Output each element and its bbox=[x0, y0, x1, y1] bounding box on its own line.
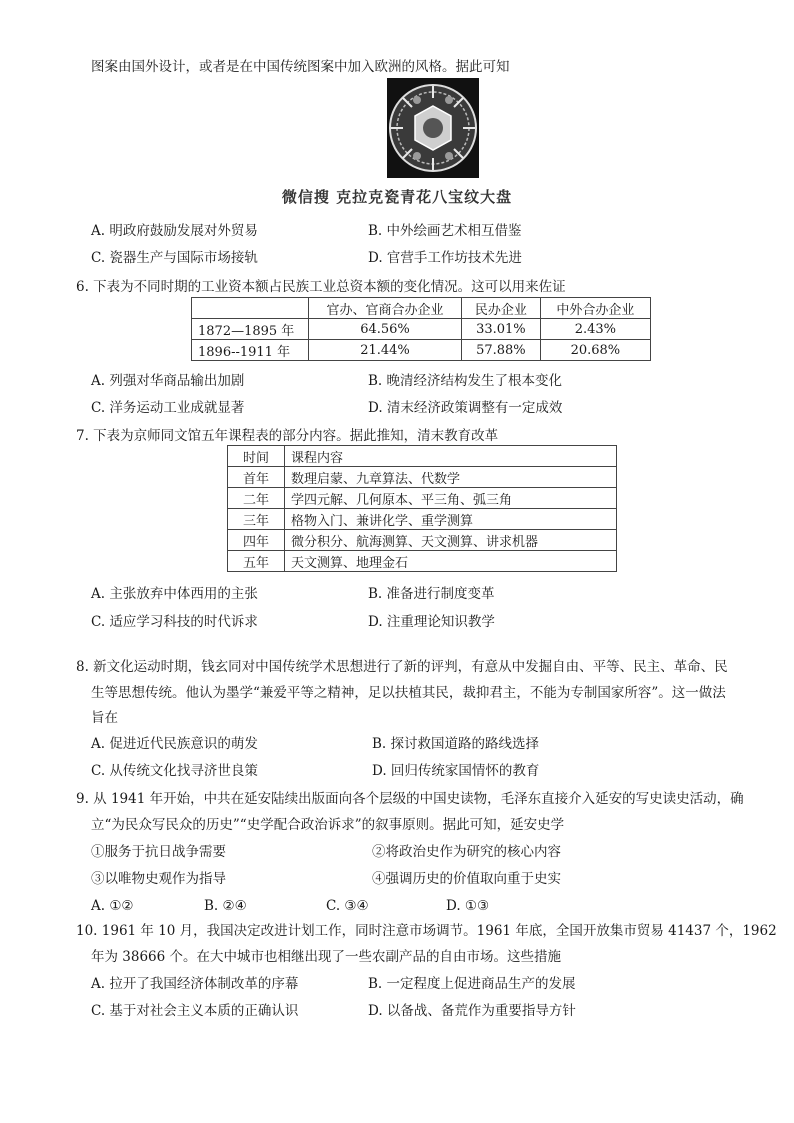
q6-option-a[interactable]: A. 列强对华商品输出加剧 bbox=[91, 373, 245, 389]
table-cell: 格物入门、兼讲化学、重学测算 bbox=[285, 509, 617, 530]
q8-stem-line-2: 生等思想传统。他认为墨学“兼爱平等之精神，足以扶植其民，裁抑君主，不能为专制国家所容”。这一做法 bbox=[91, 685, 726, 701]
q9-stem-line-2: 立“为民众写民众的历史”“史学配合政治诉求”的叙事原则。据此可知，延安史学 bbox=[91, 817, 565, 833]
table-header-cell: 民办企业 bbox=[462, 298, 541, 319]
q7-stem: 7. 下表为京师同文馆五年课程表的部分内容。据此推知，清末教育改革 bbox=[76, 428, 499, 444]
q9-item-4: ④强调历史的价值取向重于史实 bbox=[372, 871, 561, 887]
q6-table bbox=[191, 297, 651, 361]
table-cell: 首年 bbox=[228, 467, 285, 488]
q7-option-d[interactable]: D. 注重理论知识教学 bbox=[368, 614, 495, 630]
table-row bbox=[192, 298, 651, 319]
table-row bbox=[228, 488, 617, 509]
q5-option-c[interactable]: C. 瓷器生产与国际市场接轨 bbox=[91, 250, 258, 266]
q10-option-d[interactable]: D. 以备战、备荒作为重要指导方针 bbox=[368, 1003, 576, 1019]
table-cell: 三年 bbox=[228, 509, 285, 530]
table-cell: 2.43% bbox=[540, 319, 650, 340]
table-row bbox=[228, 509, 617, 530]
table-header-cell: 课程内容 bbox=[285, 446, 617, 467]
q6-stem: 6. 下表为不同时期的工业资本额占民族工业总资本额的变化情况。这可以用来佐证 bbox=[76, 279, 566, 295]
table-row bbox=[228, 530, 617, 551]
table-cell: 1872—1895 年 bbox=[192, 319, 309, 340]
q5-option-d[interactable]: D. 官营手工作坊技术先进 bbox=[368, 250, 522, 266]
q5-option-b[interactable]: B. 中外绘画艺术相互借鉴 bbox=[368, 223, 522, 239]
q10-option-c[interactable]: C. 基于对社会主义本质的正确认识 bbox=[91, 1003, 299, 1019]
q8-stem-line-1: 8. 新文化运动时期，钱玄同对中国传统学术思想进行了新的评判，有意从中发掘自由、平等、民主、革命、民 bbox=[76, 659, 728, 675]
table-header-cell bbox=[192, 298, 309, 319]
q9-option-c[interactable]: C. ③④ bbox=[326, 898, 369, 914]
q6-option-b[interactable]: B. 晚清经济结构发生了根本变化 bbox=[368, 373, 563, 389]
table-row bbox=[228, 551, 617, 572]
q6-option-c[interactable]: C. 洋务运动工业成就显著 bbox=[91, 400, 245, 416]
q9-option-b[interactable]: B. ②④ bbox=[204, 898, 247, 914]
q8-option-b[interactable]: B. 探讨救国道路的路线选择 bbox=[372, 736, 540, 752]
q10-option-a[interactable]: A. 拉开了我国经济体制改革的序幕 bbox=[91, 976, 299, 992]
table-cell: 1896--1911 年 bbox=[192, 340, 309, 361]
table-header-cell: 中外合办企业 bbox=[540, 298, 650, 319]
table-header-cell: 官办、官商合办企业 bbox=[309, 298, 462, 319]
q9-option-d[interactable]: D. ①③ bbox=[446, 898, 490, 914]
q9-stem-line-1: 9. 从 1941 年开始，中共在延安陆续出版面向各个层级的中国史读物，毛泽东直接介入延安的写史读史活动，确 bbox=[76, 791, 744, 807]
q10-stem-line-1: 10. 1961 年 10 月，我国决定改进计划工作，同时注意市场调节。1961 年底，全国开放集市贸易 41437 个，1962 bbox=[76, 923, 777, 939]
porcelain-plate-image bbox=[387, 78, 479, 178]
table-cell: 数理启蒙、九章算法、代数学 bbox=[285, 467, 617, 488]
q9-item-3: ③以唯物史观作为指导 bbox=[91, 871, 226, 887]
q9-item-2: ②将政治史作为研究的核心内容 bbox=[372, 844, 561, 860]
table-cell: 64.56% bbox=[309, 319, 462, 340]
table-row bbox=[228, 467, 617, 488]
q8-option-d[interactable]: D. 回归传统家国情怀的教育 bbox=[372, 763, 540, 779]
table-cell: 20.68% bbox=[540, 340, 650, 361]
table-cell: 二年 bbox=[228, 488, 285, 509]
table-row bbox=[228, 446, 617, 467]
table-cell: 33.01% bbox=[462, 319, 541, 340]
q8-option-a[interactable]: A. 促进近代民族意识的萌发 bbox=[91, 736, 258, 752]
table-cell: 21.44% bbox=[309, 340, 462, 361]
table-cell: 微分积分、航海测算、天文测算、讲求机器 bbox=[285, 530, 617, 551]
q8-stem-line-3: 旨在 bbox=[91, 710, 118, 726]
q7-option-b[interactable]: B. 准备进行制度变革 bbox=[368, 586, 495, 602]
table-cell: 天文测算、地理金石 bbox=[285, 551, 617, 572]
figure-caption: 微信搜 克拉克瓷青花八宝纹大盘 bbox=[281, 188, 513, 206]
q8-option-c[interactable]: C. 从传统文化找寻济世良策 bbox=[91, 763, 258, 779]
table-row bbox=[192, 340, 651, 361]
table-row bbox=[192, 319, 651, 340]
q9-option-a[interactable]: A. ①② bbox=[91, 898, 134, 914]
q6-option-d[interactable]: D. 清末经济政策调整有一定成效 bbox=[368, 400, 563, 416]
table-cell: 学四元解、几何原本、平三角、弧三角 bbox=[285, 488, 617, 509]
q5-option-a[interactable]: A. 明政府鼓励发展对外贸易 bbox=[91, 223, 258, 239]
q5-stem-tail: 图案由国外设计，或者是在中国传统图案中加入欧洲的风格。据此可知 bbox=[91, 59, 510, 75]
q10-stem-line-2: 年为 38666 个。在大中城市也相继出现了一些农副产品的自由市场。这些措施 bbox=[91, 949, 562, 965]
q9-item-1: ①服务于抗日战争需要 bbox=[91, 844, 226, 860]
table-cell: 四年 bbox=[228, 530, 285, 551]
q10-option-b[interactable]: B. 一定程度上促进商品生产的发展 bbox=[368, 976, 576, 992]
table-header-cell: 时间 bbox=[228, 446, 285, 467]
table-cell: 57.88% bbox=[462, 340, 541, 361]
q7-option-c[interactable]: C. 适应学习科技的时代诉求 bbox=[91, 614, 258, 630]
q7-option-a[interactable]: A. 主张放弃中体西用的主张 bbox=[91, 586, 258, 602]
q7-table bbox=[227, 445, 617, 572]
table-cell: 五年 bbox=[228, 551, 285, 572]
